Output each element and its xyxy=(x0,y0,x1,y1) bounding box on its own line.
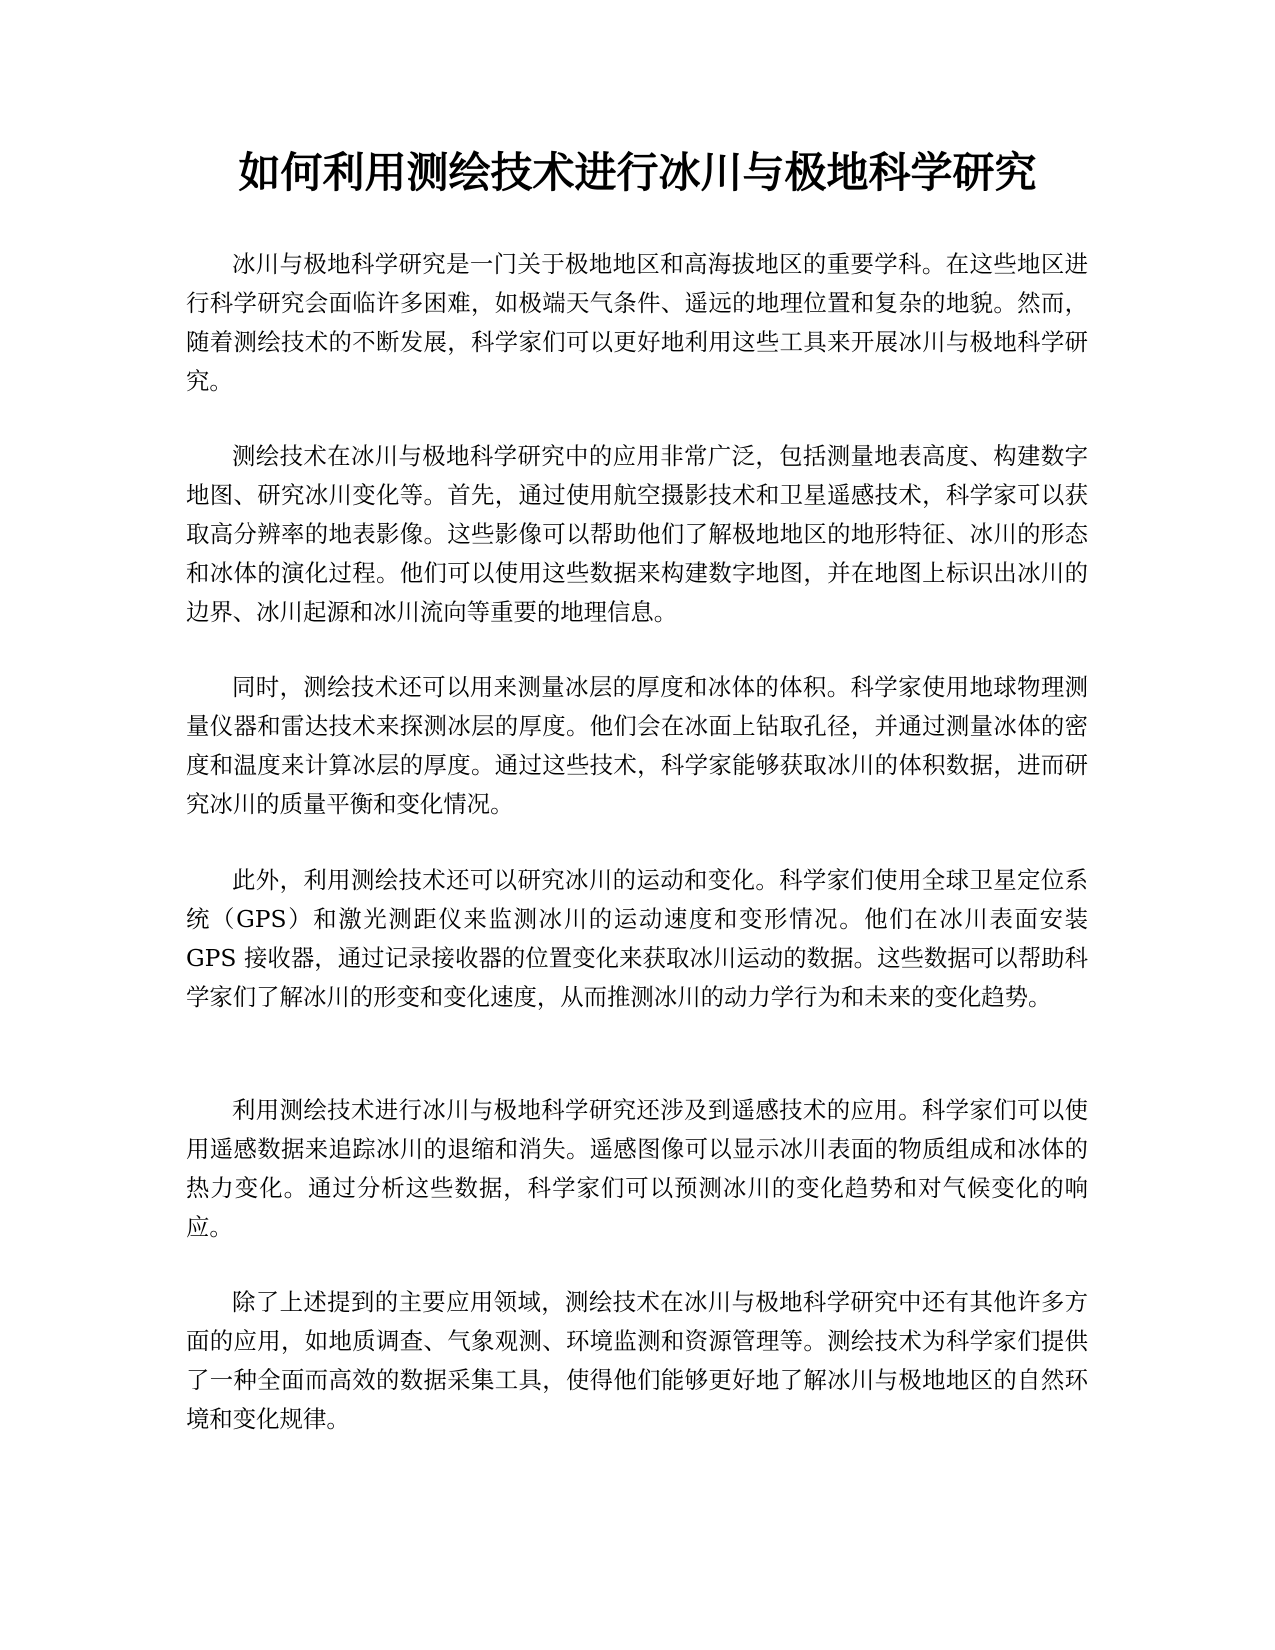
paragraph-mapping-applications: 测绘技术在冰川与极地科学研究中的应用非常广泛，包括测量地表高度、构建数字地图、研究冰川变化等。首先，通过使用航空摄影技术和卫星遥感技术，科学家可以获取高分辨率的地表影像。这些影像可以帮助他们了解极地地区的地形特征、冰川的形态和冰体的演化过程。他们可以使用这些数据来构建数字地图，并在地图上标识出冰川的边界、冰川起源和冰川流向等重要的地理信息。 xyxy=(186,442,1088,626)
paragraph-ice-thickness: 同时，测绘技术还可以用来测量冰层的厚度和冰体的体积。科学家使用地球物理测量仪器和雷达技术来探测冰层的厚度。他们会在冰面上钻取孔径，并通过测量冰体的密度和温度来计算冰层的厚度。通过这些技术，科学家能够获取冰川的体积数据，进而研究冰川的质量平衡和变化情况。 xyxy=(186,673,1088,818)
paragraph-intro: 冰川与极地科学研究是一门关于极地地区和高海拔地区的重要学科。在这些地区进行科学研究会面临许多困难，如极端天气条件、遥远的地理位置和复杂的地貌。然而，随着测绘技术的不断发展，科学家们可以更好地利用这些工具来开展冰川与极地科学研究。 xyxy=(186,250,1088,395)
paragraph-remote-sensing: 利用测绘技术进行冰川与极地科学研究还涉及到遥感技术的应用。科学家们可以使用遥感数据来追踪冰川的退缩和消失。遥感图像可以显示冰川表面的物质组成和冰体的热力变化。通过分析这些数据，科学家们可以预测冰川的变化趋势和对气候变化的响应。 xyxy=(186,1096,1088,1241)
paragraph-glacier-motion: 此外，利用测绘技术还可以研究冰川的运动和变化。科学家们使用全球卫星定位系统（GPS）和激光测距仪来监测冰川的运动速度和变形情况。他们在冰川表面安装 GPS 接收器，通过记录接收器的位置变化来获取冰川运动的数据。这些数据可以帮助科学家们了解冰川的形变和变化速度，从而推测冰川的动力学行为和未来的变化趋势。 xyxy=(186,866,1088,1011)
document-title: 如何利用测绘技术进行冰川与极地科学研究 xyxy=(238,148,1037,197)
paragraph-other-applications: 除了上述提到的主要应用领域，测绘技术在冰川与极地科学研究中还有其他许多方面的应用，如地质调查、气象观测、环境监测和资源管理等。测绘技术为科学家们提供了一种全面而高效的数据采集工具，使得他们能够更好地了解冰川与极地地区的自然环境和变化规律。 xyxy=(186,1288,1088,1433)
